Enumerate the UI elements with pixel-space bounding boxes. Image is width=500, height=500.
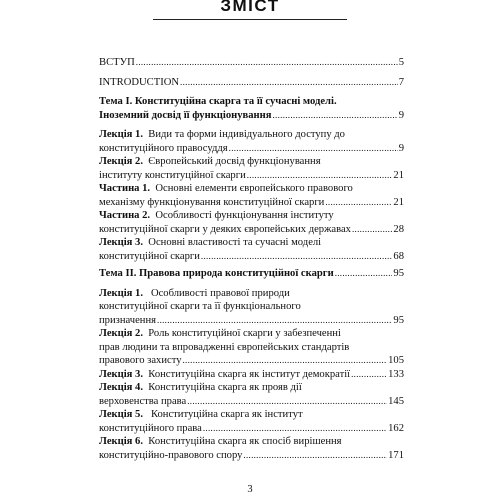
toc-entry-text: механізму функціонування конституційної скарги <box>99 196 325 208</box>
toc-entry-text: Тема ІІ. Правова природа конституційної скарги <box>99 268 334 279</box>
toc-entry-text: Види та форми індивідуального доступу до <box>148 129 345 140</box>
toc-page-number: 95 <box>393 268 404 279</box>
toc-entry-text: Конституційна скарга як інститут демократії <box>148 368 351 380</box>
toc-entry-text: Основні властивості та сучасні моделі <box>148 237 322 248</box>
toc-entry-text: конституційного права <box>99 422 202 434</box>
dot-leader <box>201 250 393 264</box>
page-title: ЗМІСТ <box>220 0 280 15</box>
toc-entry-label: Лекція 5. <box>99 409 143 420</box>
toc-page-number: 171 <box>388 449 404 461</box>
toc-entry-text: INTRODUCTION <box>99 76 180 88</box>
dot-leader <box>136 56 398 70</box>
toc-entry-topic-1-lecture-2[interactable] <box>99 155 404 182</box>
dot-leader <box>325 196 392 210</box>
dot-leader <box>183 354 388 368</box>
toc-entry-text: конституційної скарги у деяких європейських державах <box>99 223 351 235</box>
table-of-contents <box>99 56 404 462</box>
toc-entry-label: Лекція 6. <box>99 436 143 447</box>
toc-entry-topic-2-lecture-1[interactable] <box>99 287 404 328</box>
dot-leader <box>351 368 387 382</box>
dot-leader <box>247 169 393 183</box>
toc-entry-topic-1-part-2[interactable] <box>99 209 404 236</box>
toc-entry-label: Лекція 3. <box>99 368 143 380</box>
toc-entry-topic-1-lecture-1[interactable] <box>99 128 404 155</box>
toc-page-number: 28 <box>393 223 404 235</box>
toc-entry-text: Іноземний досвід її функціонування <box>99 109 272 121</box>
toc-entry-topic-2-lecture-2[interactable] <box>99 327 404 368</box>
toc-page-number: 21 <box>393 196 404 208</box>
toc-entry-text: верховенства права <box>99 395 187 407</box>
toc-page-number: 68 <box>393 250 404 262</box>
toc-entry-text: Європейський досвід функціонування <box>148 156 321 167</box>
toc-entry-text: конституційно-правового спору <box>99 449 243 461</box>
toc-entry-intro-ua[interactable] <box>99 56 404 70</box>
dot-leader <box>180 76 398 90</box>
toc-entry-text: призначення <box>99 314 157 326</box>
toc-entry-text: Конституційна скарга як прояв дії <box>148 382 302 393</box>
dot-leader <box>243 449 387 463</box>
dot-leader <box>229 142 398 156</box>
toc-entry-text: Роль конституційної скарги у забезпеченні <box>148 328 341 339</box>
toc-entry-topic-1-part-1[interactable] <box>99 182 404 209</box>
toc-entry-text: Тема І. Конституційна скарга та її сучасні моделі. <box>99 96 337 107</box>
toc-page-number: 145 <box>388 395 404 407</box>
toc-entry-label: Лекція 2. <box>99 156 143 167</box>
page-number: 3 <box>247 484 253 495</box>
title-underline <box>153 19 347 20</box>
toc-entry-label: Лекція 1. <box>99 287 143 299</box>
toc-entry-label: Лекція 2. <box>99 328 143 339</box>
toc-page-number: 133 <box>388 368 404 380</box>
toc-entry-text: правового захисту <box>99 355 182 366</box>
toc-entry-text: прав людини та впровадженні європейських стандартів <box>99 341 350 353</box>
toc-page-number: 7 <box>398 76 404 88</box>
dot-leader <box>203 422 387 436</box>
dot-leader <box>157 314 392 328</box>
toc-entry-topic-2-lecture-6[interactable] <box>99 435 404 462</box>
toc-entry-label: Лекція 1. <box>99 129 143 140</box>
toc-page-number: 5 <box>398 57 404 68</box>
toc-entry-topic-2-lecture-3[interactable] <box>99 368 404 382</box>
toc-entry-topic-2-lecture-5[interactable] <box>99 408 404 435</box>
toc-page-number: 105 <box>388 355 404 366</box>
toc-entry-topic-2[interactable] <box>99 267 404 281</box>
toc-entry-text: ВСТУП <box>99 57 135 68</box>
toc-entry-text: конституційного правосуддя <box>99 142 228 154</box>
page-header <box>0 0 500 14</box>
toc-entry-text: Конституційна скарга як спосіб вирішення <box>148 436 342 447</box>
toc-entry-text: інституту конституційної скарги <box>99 169 246 181</box>
toc-entry-text: Особливості правової природи <box>150 287 290 299</box>
toc-entry-label: Лекція 4. <box>99 382 143 393</box>
toc-entry-intro-en[interactable] <box>99 76 404 90</box>
toc-entry-text: конституційної скарги <box>99 250 200 262</box>
toc-page-number: 95 <box>393 314 404 326</box>
toc-entry-label: Частина 2. <box>99 210 151 221</box>
dot-leader <box>352 223 392 237</box>
toc-entry-text: Конституційна скарга як інститут <box>150 409 303 420</box>
toc-entry-label: Частина 1. <box>99 183 151 194</box>
toc-page-number: 21 <box>393 169 404 181</box>
dot-leader <box>273 109 398 123</box>
toc-entry-text: конституційної скарги та її функціонального <box>99 301 301 312</box>
toc-entry-label: Лекція 3. <box>99 237 143 248</box>
toc-page-number: 9 <box>398 142 404 154</box>
toc-entry-topic-2-lecture-4[interactable] <box>99 381 404 408</box>
toc-entry-text: Особливості функціонування інституту <box>155 210 334 221</box>
toc-entry-topic-1-lecture-3[interactable] <box>99 236 404 263</box>
dot-leader <box>335 267 393 281</box>
toc-page-number: 9 <box>398 109 404 121</box>
dot-leader <box>187 395 387 409</box>
toc-entry-topic-1[interactable] <box>99 95 404 122</box>
toc-entry-text: Основні елементи європейського правового <box>155 183 353 194</box>
toc-page-number: 162 <box>388 422 404 434</box>
